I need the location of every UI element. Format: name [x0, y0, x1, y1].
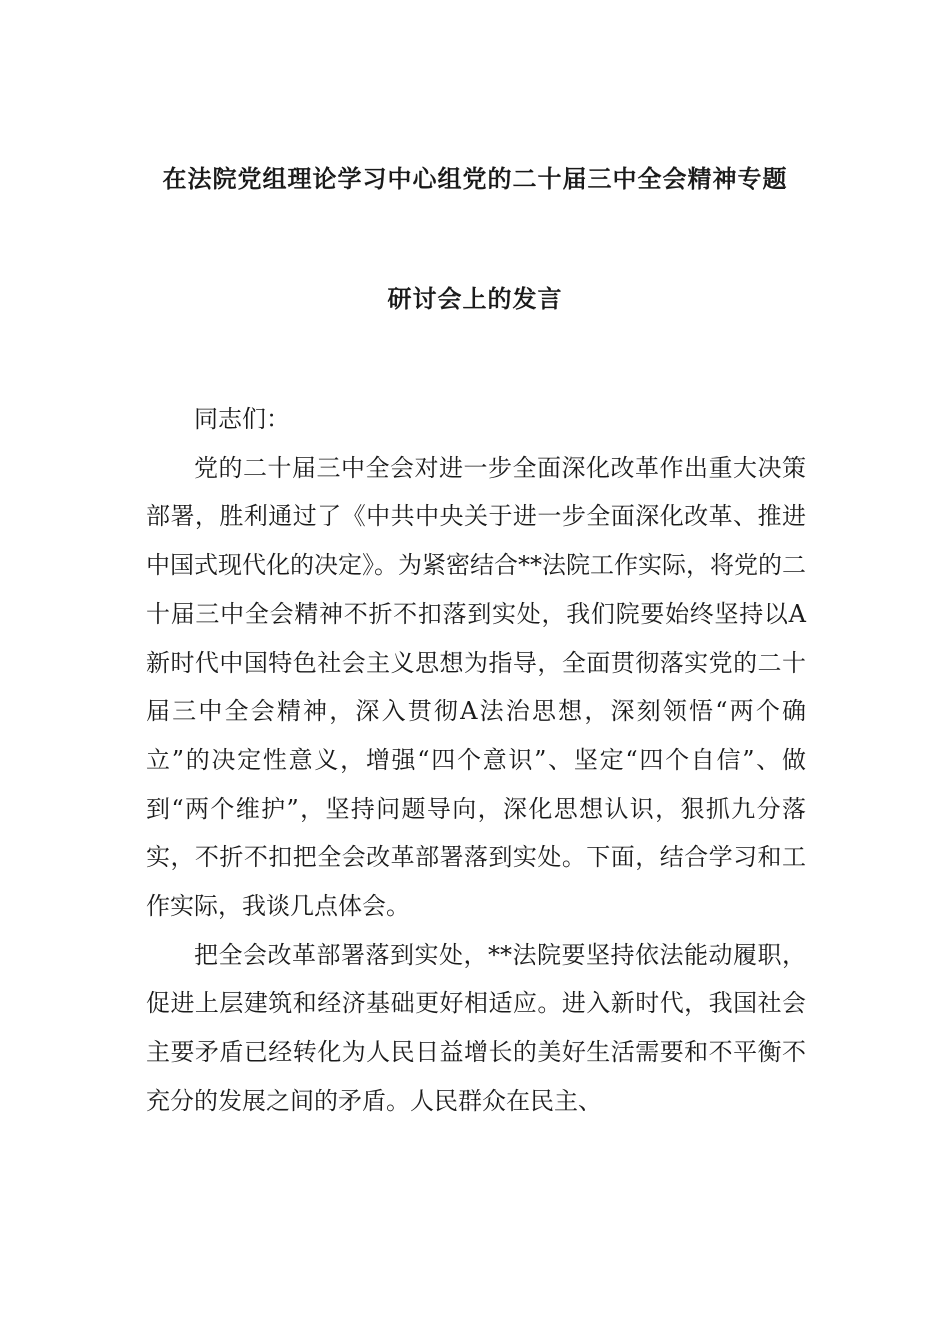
document-title-line-1: 在法院党组理论学习中心组党的二十届三中全会精神专题 [162, 165, 788, 193]
paragraph-2: 把全会改革部署落到实处，**法院要坚持依法能动履职，促进上层建筑和经济基础更好相适应。进入新时代，我国社会主要矛盾已经转化为人民日益增长的美好生活需要和不平衡不充分的发展之间的矛盾。人民群众在民主、 [146, 940, 806, 1115]
document-title-line-2: 研讨会上的发言 [387, 285, 563, 313]
paragraph-1: 党的二十届三中全会对进一步全面深化改革作出重大决策部署，胜利通过了《中共中央关于进一步全面深化改革、推进中国式现代化的决定》。为紧密结合**法院工作实际，将党的二十届三中全会精神不折不扣落到实处，我们院要始终坚持以A新时代中国特色社会主义思想为指导，全面贯彻落实党的二十届三中全会精神，深入贯彻A法治思想，深刻领悟“两个确立”的决定性意义，增强“四个意识”、坚定“四个自信”、做到“两个维护”，坚持问题导向，深化思想认识，狠抓九分落实，不折不扣把全会改革部署落到实处。下面，结合学习和工作实际，我谈几点体会。 [146, 453, 806, 921]
document-body [146, 395, 806, 1126]
salutation: 同志们： [194, 405, 290, 433]
